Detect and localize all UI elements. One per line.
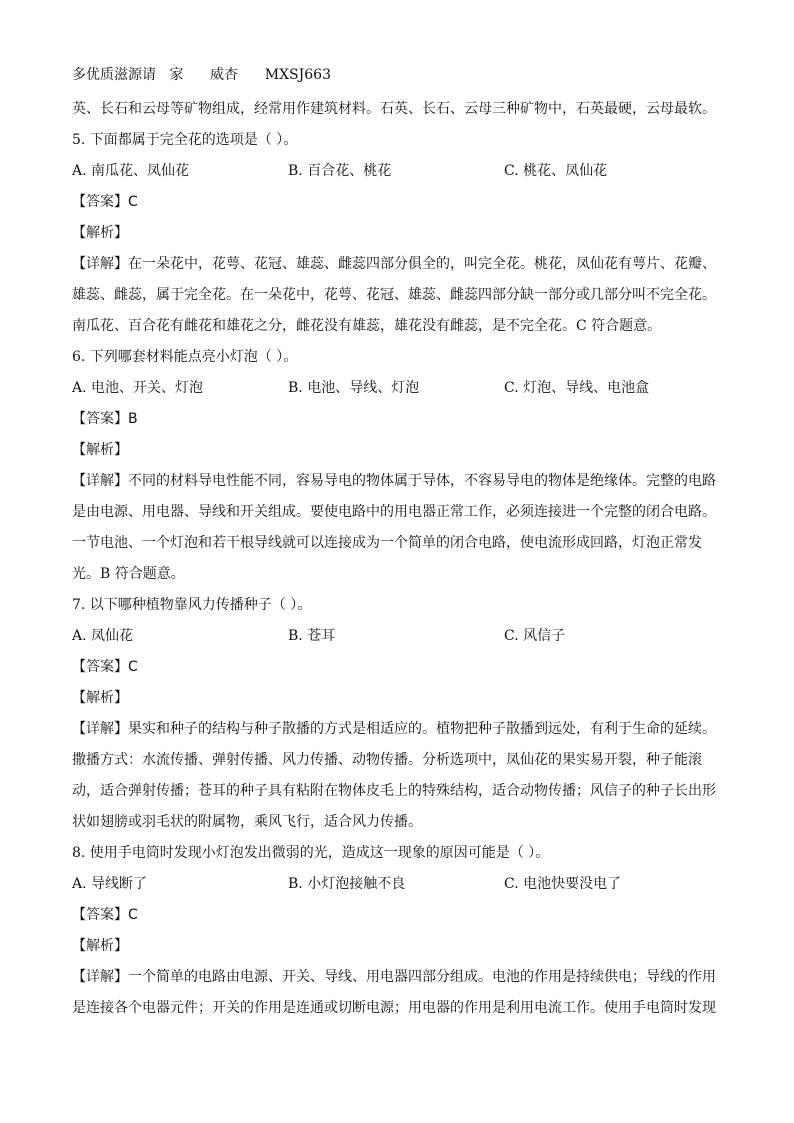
options-row xyxy=(72,869,724,900)
page-header: 多优质滋源请 家 威杏 MXSJ663 xyxy=(72,67,331,83)
detail-line: 【详解】在一朵花中，花萼、花冠、雄蕊、雌蕊四部分俱全的，叫完全花。桃花，凤仙花有萼片、花瓣、 xyxy=(72,256,716,272)
answer-line: 【答案】C xyxy=(72,659,138,675)
detail-line: 【详解】一个简单的电路由电源、开关、导线、用电器四部分组成。电池的作用是持续供电；导线的作用 xyxy=(72,969,716,985)
analysis-label: 【解析】 xyxy=(72,938,128,954)
answer-line: 【答案】B xyxy=(72,411,138,427)
analysis-label: 【解析】 xyxy=(72,225,128,241)
option-c: C. 灯泡、导线、电池盒 xyxy=(504,380,650,396)
detail-line: 光。B 符合题意。 xyxy=(72,566,185,582)
intro-text: 英、长石和云母等矿物组成，经常用作建筑材料。石英、长石、云母三种矿物中，石英最硬，云母最软。 xyxy=(72,101,716,117)
question-stem: 8. 使用手电筒时发现小灯泡发出微弱的光，造成这一现象的原因可能是（ ）。 xyxy=(72,845,550,861)
document-content xyxy=(72,94,724,1024)
option-a: A. 导线断了 xyxy=(72,876,148,892)
options-row xyxy=(72,156,724,187)
option-b: B. 百合花、桃花 xyxy=(288,163,392,179)
option-b: B. 电池、导线、灯泡 xyxy=(288,380,420,396)
detail-line: 撒播方式：水流传播、弹射传播、风力传播、动物传播。分析选项中，凤仙花的果实易开裂，种子能滚 xyxy=(72,752,702,768)
option-a: A. 电池、开关、灯泡 xyxy=(72,380,204,396)
detail-line: 是由电源、用电器、导线和开关组成。要使电路中的用电器正常工作，必须连接进一个完整的闭合电路。 xyxy=(72,504,716,520)
option-b: B. 苍耳 xyxy=(288,628,336,644)
answer-line: 【答案】C xyxy=(72,907,138,923)
question-6 xyxy=(72,342,724,590)
options-row xyxy=(72,373,724,404)
option-a: A. 南瓜花、凤仙花 xyxy=(72,163,190,179)
analysis-label: 【解析】 xyxy=(72,442,128,458)
options-row xyxy=(72,621,724,652)
detail-line: 状如翅膀或羽毛状的附属物，乘风飞行，适合风力传播。 xyxy=(72,814,422,830)
option-b: B. 小灯泡接触不良 xyxy=(288,876,406,892)
option-c: C. 风信子 xyxy=(504,628,566,644)
detail-line: 南瓜花、百合花有雌花和雄花之分，雌花没有雄蕊，雄花没有雌蕊，是不完全花。C 符合题意。 xyxy=(72,318,662,334)
option-a: A. 凤仙花 xyxy=(72,628,134,644)
question-8 xyxy=(72,838,724,1024)
question-stem: 7. 以下哪种植物靠风力传播种子（ ）。 xyxy=(72,597,312,613)
option-c: C. 桃花、凤仙花 xyxy=(504,163,608,179)
question-stem: 5. 下面都属于完全花的选项是（ ）。 xyxy=(72,132,298,148)
detail-line: 【详解】果实和种子的结构与种子散播的方式是相适应的。植物把种子散播到远处，有利于生命的延续。 xyxy=(72,721,716,737)
analysis-label: 【解析】 xyxy=(72,690,128,706)
answer-line: 【答案】C xyxy=(72,194,138,210)
detail-line: 【详解】不同的材料导电性能不同，容易导电的物体属于导体，不容易导电的物体是绝缘体。完整的电路 xyxy=(72,473,716,489)
question-7 xyxy=(72,590,724,838)
question-5 xyxy=(72,125,724,342)
detail-line: 动，适合弹射传播；苍耳的种子具有粘附在物体皮毛上的特殊结构，适合动物传播；风信子的种子长出形 xyxy=(72,783,716,799)
question-stem: 6. 下列哪套材料能点亮小灯泡（ ）。 xyxy=(72,349,298,365)
detail-line: 是连接各个电器元件；开关的作用是连通或切断电源；用电器的作用是利用电流工作。使用手电筒时发现 xyxy=(72,1000,716,1016)
detail-line: 雄蕊、雌蕊，属于完全花。在一朵花中，花萼、花冠、雄蕊、雌蕊四部分缺一部分或几部分叫不完全花。 xyxy=(72,287,716,303)
detail-line: 一节电池、一个灯泡和若干根导线就可以连接成为一个简单的闭合电路，使电流形成回路，灯泡正常发 xyxy=(72,535,702,551)
option-c: C. 电池快要没电了 xyxy=(504,876,622,892)
